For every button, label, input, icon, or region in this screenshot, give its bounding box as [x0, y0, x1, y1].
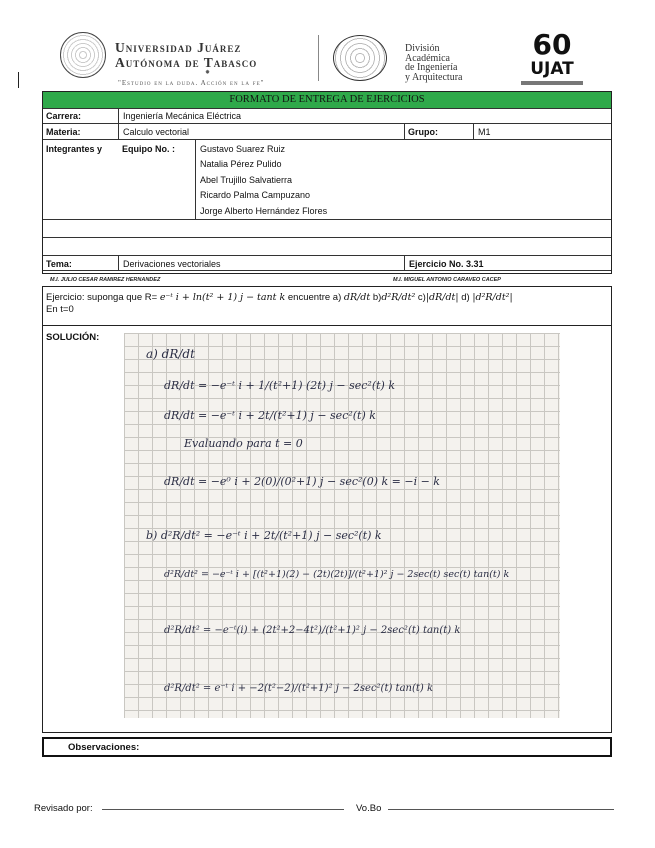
grupo-value: M1 — [478, 127, 491, 137]
exercise-part-c: |dR/dt| — [425, 292, 459, 303]
header-divider — [318, 35, 319, 81]
exercise-intro: Ejercicio: suponga que R= — [46, 292, 160, 303]
col-divider — [195, 139, 196, 219]
exercise-formula: e⁻ᵗ i + ln(t² + 1) j − tant k — [159, 292, 286, 303]
materia-value: Calculo vectorial — [123, 127, 190, 137]
row-divider — [43, 219, 611, 220]
col-divider — [473, 123, 474, 139]
exercise-part-d: |d²R/dt²| — [472, 292, 513, 303]
col-divider — [404, 255, 405, 270]
handwritten-line: dR/dt = −e⁻ᵗ i + 1/(t²+1) (2t) j − sec²(t) k — [164, 379, 396, 392]
handwritten-solution-photo — [124, 333, 560, 718]
vobo-signature-line — [388, 809, 614, 810]
teacher-signature-left: M.I. JULIO CESAR RAMIREZ HERNANDEZ — [50, 277, 161, 283]
exercise-part-b: d²R/dt² — [381, 292, 416, 303]
handwritten-line: a) dR/dt — [146, 347, 195, 361]
university-name — [115, 40, 257, 70]
division-line2: Académica — [405, 52, 450, 64]
form-title: FORMATO DE ENTREGA DE EJERCICIOS — [43, 92, 611, 108]
member-name: Jorge Alberto Hernández Flores — [200, 206, 328, 216]
col-divider — [404, 123, 405, 139]
row-divider — [43, 270, 611, 271]
carrera-value: Ingeniería Mecánica Eléctrica — [123, 111, 242, 121]
member-name: Gustavo Suarez Ruiz — [200, 144, 286, 154]
division-line4: y Arquitectura — [405, 71, 463, 83]
ejercicio-number: Ejercicio No. 3.31 — [409, 259, 484, 269]
member-name: Natalia Pérez Pulido — [200, 159, 282, 169]
row-divider — [43, 255, 611, 256]
revisado-signature-line — [102, 809, 344, 810]
member-name: Ricardo Palma Campuzano — [200, 190, 311, 200]
exercise-b-label: b) — [370, 292, 382, 303]
exercise-d-label: d) — [458, 292, 473, 303]
materia-label: Materia: — [46, 127, 81, 137]
col-divider — [118, 255, 119, 270]
carrera-label: Carrera: — [46, 111, 82, 121]
row-divider — [43, 123, 611, 124]
equipo-label: Equipo No. : — [122, 144, 175, 154]
tema-label: Tema: — [46, 259, 72, 269]
observaciones-label: Observaciones: — [68, 742, 140, 753]
anniversary-logo-number: 60 — [532, 28, 572, 61]
logo-subtitle-bar — [521, 81, 583, 85]
handwritten-line: dR/dt = −e⁻ᵗ i + 2t/(t²+1) j − sec²(t) k — [164, 409, 376, 422]
university-seal-icon — [60, 32, 106, 78]
teacher-signature-right: M.I. MIGUEL ANTONIO CARAVEO CACEP — [393, 277, 501, 283]
revisado-label: Revisado por: — [34, 803, 93, 814]
exercise-middle: encuentre a) — [285, 292, 344, 303]
division-name — [405, 44, 462, 82]
star-icon: ✸ — [205, 70, 211, 76]
row-divider — [43, 237, 611, 238]
handwritten-line: d²R/dt² = −e⁻ᵗ(i) + (2t²+2−4t²)/(t²+1)² j − 2sec²(t) tan(t) k — [164, 625, 461, 636]
exercise-condition: En t=0 — [46, 304, 74, 315]
vobo-label: Vo.Bo — [356, 803, 382, 814]
university-motto: "Estudio en la duda. Acción en la fe" — [118, 79, 265, 87]
col-divider — [118, 108, 119, 139]
ujat-logo-text: UJAT — [530, 59, 574, 79]
division-line3: de Ingeniería — [405, 62, 458, 73]
division-seal-icon — [333, 35, 387, 81]
row-divider — [43, 139, 611, 140]
solution-label: SOLUCIÓN: — [46, 332, 100, 343]
handwritten-line: Evaluando para t = 0 — [184, 437, 303, 450]
integrantes-label: Integrantes y — [46, 144, 103, 154]
handwritten-line: b) d²R/dt² = −e⁻ᵗ i + 2t/(t²+1) j − sec²(t) k — [146, 529, 382, 542]
handwritten-line: d²R/dt² = e⁻ᵗ i + −2(t²−2)/(t²+1)² j − 2sec²(t) tan(t) k — [164, 683, 434, 694]
member-name: Abel Trujillo Salvatierra — [200, 175, 293, 185]
grupo-label: Grupo: — [408, 127, 438, 137]
university-name-line2: Autónoma de Tabasco — [115, 55, 258, 70]
university-name-line1: Universidad Juárez — [115, 40, 242, 55]
exercise-c-label: c) — [415, 292, 426, 303]
handwritten-line: d²R/dt² = −e⁻ᵗ i + [(t²+1)(2) − (2t)(2t)]/(t²+1)² j − 2sec(t) sec(t) tan(t) k — [164, 569, 510, 580]
row-divider — [43, 108, 611, 109]
exercise-part-a: dR/dt — [343, 292, 371, 303]
division-line1: División — [405, 43, 440, 54]
tema-value: Derivaciones vectoriales — [123, 259, 221, 269]
handwritten-line: dR/dt = −e⁰ i + 2(0)/(0²+1) j − sec²(0) k = −i − k — [164, 475, 440, 488]
exercise-statement — [46, 292, 606, 316]
text-cursor — [18, 72, 19, 88]
